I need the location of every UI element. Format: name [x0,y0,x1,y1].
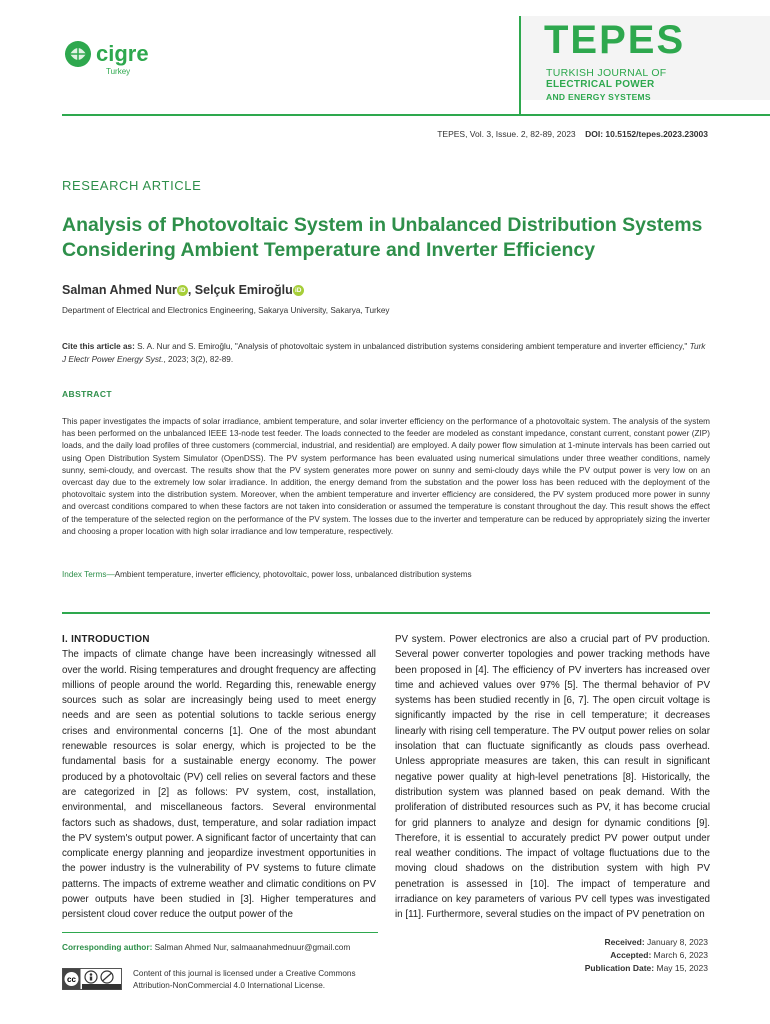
index-terms [62,570,710,579]
abstract-text: This paper investigates the impacts of solar irradiance, ambient temperature, and solar inverter efficiency on the performance of a photovoltaic system. The analysis of the system has been performed on the unbalanced IEEE 13-node test feeder. The loads connected to the feeder are modeled as constant impedance, constant current, constant power (ZIP) loads, and the daily load profiles of three customers (commercial, industrial, and residential) are employed. A daily power flow simulation at 1-minute intervals has been carried out using Open Distribution System Simulator (OpenDSS). The PV system performance has been evaluated using numerical simulations under three weather conditions, namely sunny, semi-cloudy, and overcast. The results show that the PV system generates more power on sunny and semi-cloudy days while the PV output power is very low on an overcast day due to the extremely low solar irradiance. In addition, the energy demand from the substation and the power loss has been reduced with the deployment of the photovoltaic system into the distribution system. Moreover, when the ambient temperature and inverter efficiency are considered, the PV system produced more power in sunny and overcast conditions compared to when these factors are not taken into consideration or assumed the temperature is constant throughout the day. This result shows the effect of the temperature of the selected region on the performance of the PV system. The losses due to the inverter and temperature can be reduced by appropriately sizing the inverter and choosing a proper location with high solar irradiance and low temperature, respectively. [62,417,710,536]
abstract-heading: ABSTRACT [62,389,112,399]
index-terms-text: Ambient temperature, inverter efficiency, photovoltaic, power loss, unbalanced distribution systems [114,570,472,579]
creative-commons-icon [62,968,122,990]
cite-journal: Turk J Electr Power Energy Syst. [62,342,706,364]
volume-info: TEPES, Vol. 3, Issue. 2, 82-89, 2023 [437,129,576,139]
orcid-icon[interactable]: iD [177,285,188,296]
section-heading: I. INTRODUCTION [62,634,150,645]
author-1: Salman Ahmed Nur [62,283,177,297]
author-2: , Selçuk Emiroğlu [187,283,293,297]
orcid-icon[interactable]: iD [293,285,304,296]
received-date: Received: January 8, 2023 [604,937,708,947]
journal-sub-line-1: TURKISH JOURNAL OF [546,67,667,79]
body-column-left [62,632,376,923]
section-rule [62,612,710,614]
body-text-left: The impacts of climate change have been increasingly witnessed all over the world. Rising temperatures and drought frequency are affecting millions of people around the world. Regarding this, renewable energy sources such as solar are increasingly being used to meet energy needs and are seen as potential solutions to tackle serious energy crises and environmental concerns [1]. One of the most abundant renewable resources is solar energy, which is projected to be the fundamental basis for a sustainable energy economy. The power produced by a photovoltaic (PV) cell relies on several factors and these are categorized in [2] as follows: PV system, cost, installation, environmental, and miscellaneous factors. Several environmental factors such as shadows, dust, temperature, and solar radiation impact the PV system's output power. A significant factor of uncertainty that can complicate energy planning and jeopardize investment opportunities in the power industry is the vulnerability of PV systems to future climate patterns. The impacts of extreme weather and climatic conditions on PV power outputs have been studied in [3]. Higher temperatures and persistent cloud cover reduce the output power of the [62,649,376,921]
authors [62,283,304,297]
journal-name: TEPES [544,18,686,62]
cite-label: Cite this article as: [62,342,135,351]
journal-sub-line-3: AND ENERGY SYSTEMS [546,92,651,102]
cigre-sub: Turkey [106,67,131,76]
license-text: Content of this journal is licensed under a Creative Commons Attribution-NonCommercial 4.0 International License. [133,969,356,990]
brand-divider [519,16,521,114]
publication-date: Publication Date: May 15, 2023 [584,963,708,973]
publication-dates [585,936,708,975]
article-type: RESEARCH ARTICLE [62,178,202,193]
cite-this-article [62,340,710,366]
cc-label: cc [67,975,76,984]
doi-link[interactable]: DOI: 10.5152/tepes.2023.23003 [585,129,708,139]
corresponding-author [62,942,350,952]
affiliation: Department of Electrical and Electronics Engineering, Sakarya University, Sakarya, Turkey [62,306,390,315]
corresponding-label: Corresponding author: [62,942,153,952]
paper-title: Analysis of Photovoltaic System in Unbalanced Distribution Systems Considering Ambient Temperature and Inverter Efficiency [62,214,703,261]
accepted-date: Accepted: March 6, 2023 [610,950,708,960]
cigre-logo-text: cigre [96,41,149,66]
cigre-logo [64,34,164,86]
index-terms-label: Index Terms— [62,570,115,579]
footer-rule [62,932,378,933]
body-column-right: PV system. Power electronics are also a crucial part of PV production. Several power converter topologies and power tracking methods have been proposed in [4]. The efficiency of PV inverters has increased over time and achieved values over 97% [5]. The thermal behavior of PV systems has been studied recently in [6, 7]. The open circuit voltage is significantly impacted by the rise in cell temperature; it decreases linearly with rising cell temperature. The PV output power relies on solar insolation that can fluctuate significantly as clouds pass overhead. Unless appropriate measures are taken, this can result in significant negative power quality at high-level penetrations [8]. Historically, the distribution system was planned based on peak demand. With the proliferation of distributed resources such as PV, it has become crucial for grid planners to analyze and design for dynamic conditions [9]. Therefore, it is essential to accurately predict PV power output under real weather conditions. The impact of voltage fluctuations due to the moving cloud shadows on the distribution system with high PV penetration is assessed in [10]. The impact of temperature and irradiance on key parameters of various PV cell types was investigated in [11]. Furthermore, several studies on the impact of PV penetration on [395,634,710,921]
citation-line [437,129,708,139]
corresponding-text: Salman Ahmed Nur, salmaanahmednuur@gmail.com [152,942,351,952]
header-rule [62,114,770,116]
cite-tail: , 2023; 3(2), 82-89. [163,355,234,364]
cite-text: S. A. Nur and S. Emiroğlu, "Analysis of photovoltaic system in unbalanced distribution systems considering ambient temperature and inverter efficiency," [134,342,690,351]
journal-sub-line-2: ELECTRICAL POWER [546,79,655,90]
